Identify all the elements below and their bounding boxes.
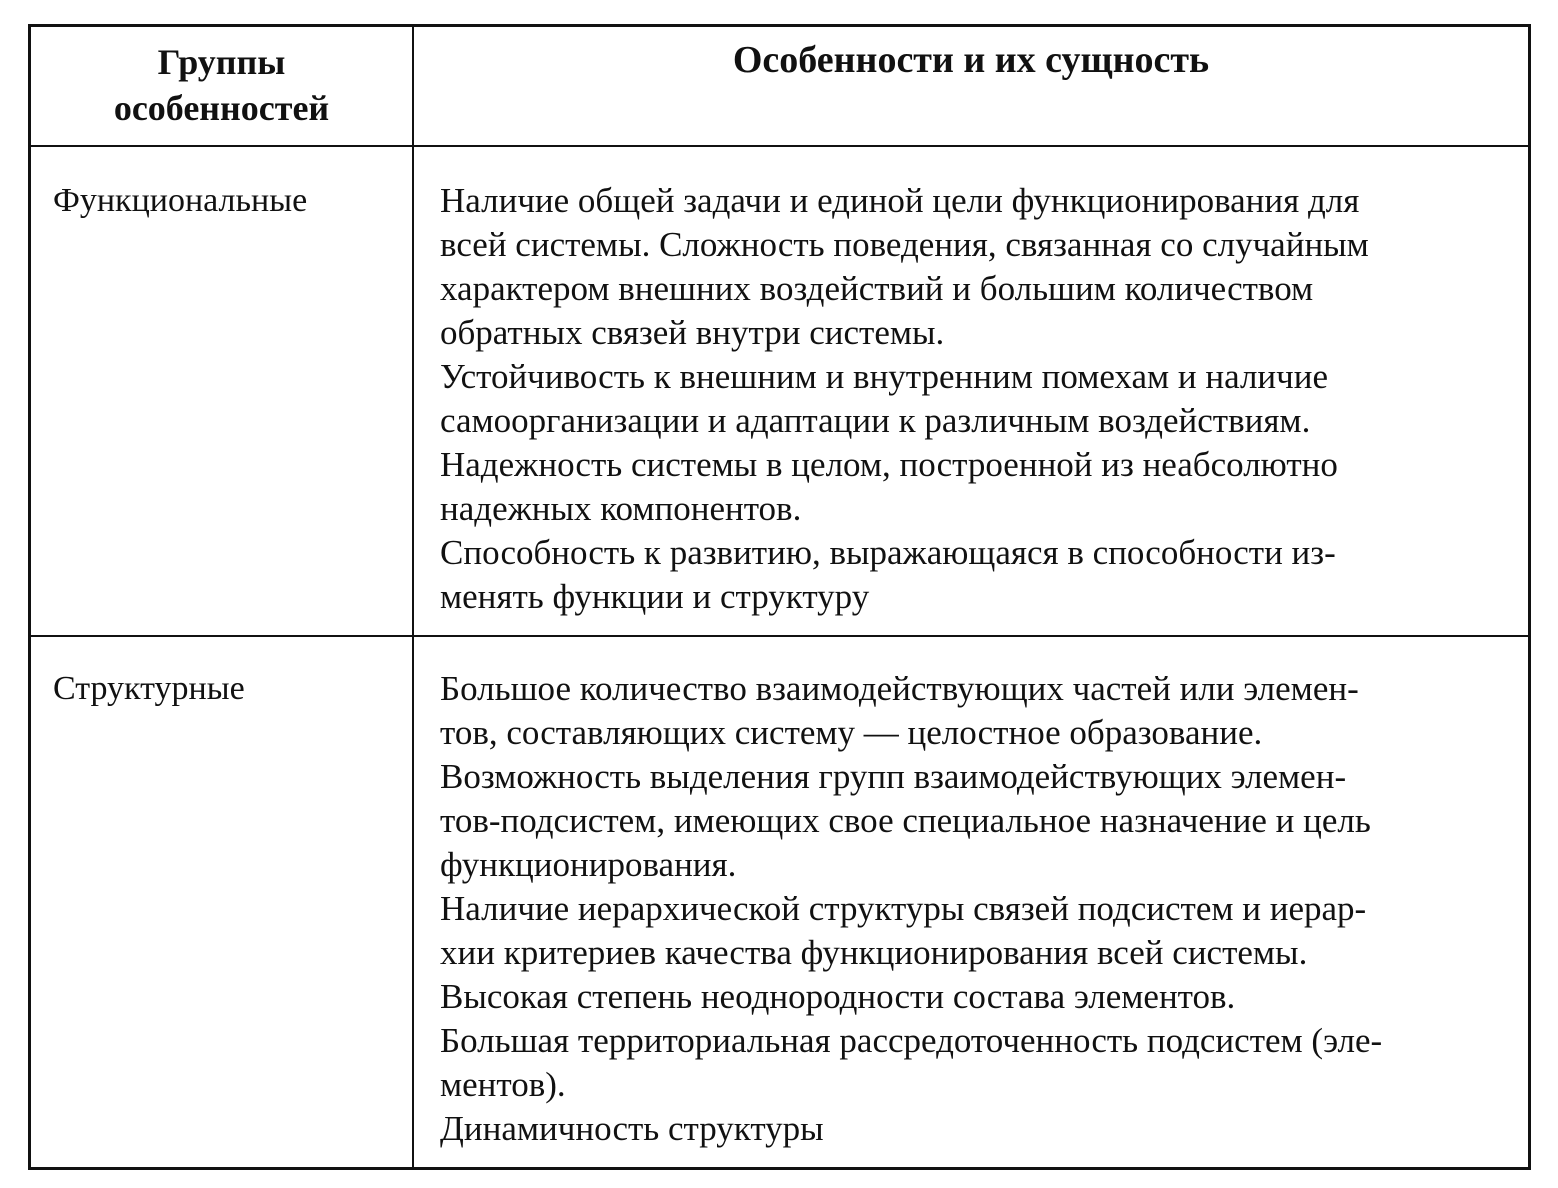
feature-item: Устойчивость к внешним и внутренним помехам и наличие самоорганизации и адаптации к различным воздействиям. xyxy=(440,357,1329,440)
feature-item: Надежность системы в целом, построенной из неабсолютно надежных компонентов. xyxy=(440,445,1338,528)
header-features-cell: Особенности и их сущность xyxy=(732,39,1210,81)
structural-features xyxy=(440,667,1512,1151)
header-groups-line1: Группы xyxy=(157,42,286,82)
feature-item: Большое количество взаимодействующих частей или элемен- тов, составляющих систему — целостное образование. xyxy=(440,669,1359,752)
row-divider xyxy=(31,635,1528,637)
features-table xyxy=(28,24,1531,1170)
feature-item: Возможность выделения групп взаимодействующих элемен- тов-подсистем, имеющих свое специальное назначение и цель функционирования. xyxy=(440,757,1371,884)
feature-item: Наличие иерархической структуры связей подсистем и иерар- хии критериев качества функционирования всей системы. xyxy=(440,889,1367,972)
feature-item: Высокая степень неоднородности состава элементов. xyxy=(440,977,1236,1016)
feature-item: Наличие общей задачи и единой цели функционирования для всей системы. Сложность поведения, связанная со случайным характером внешних воздействий и большим количеством обратных связей внутри системы. xyxy=(440,181,1369,352)
header-divider xyxy=(31,145,1528,147)
header-groups-cell xyxy=(31,27,412,145)
group-structural: Структурные xyxy=(53,670,245,707)
column-divider xyxy=(412,27,414,1167)
group-functional: Функциональные xyxy=(53,182,308,219)
functional-features xyxy=(440,179,1512,619)
header-groups-line2: особенностей xyxy=(113,88,330,128)
feature-item: Большая территориальная рассредоточенность подсистем (эле- ментов). xyxy=(440,1021,1383,1104)
feature-item: Динамичность структуры xyxy=(440,1109,824,1148)
feature-item: Способность к развитию, выражающаяся в способности из- менять функции и структуру xyxy=(440,533,1336,616)
